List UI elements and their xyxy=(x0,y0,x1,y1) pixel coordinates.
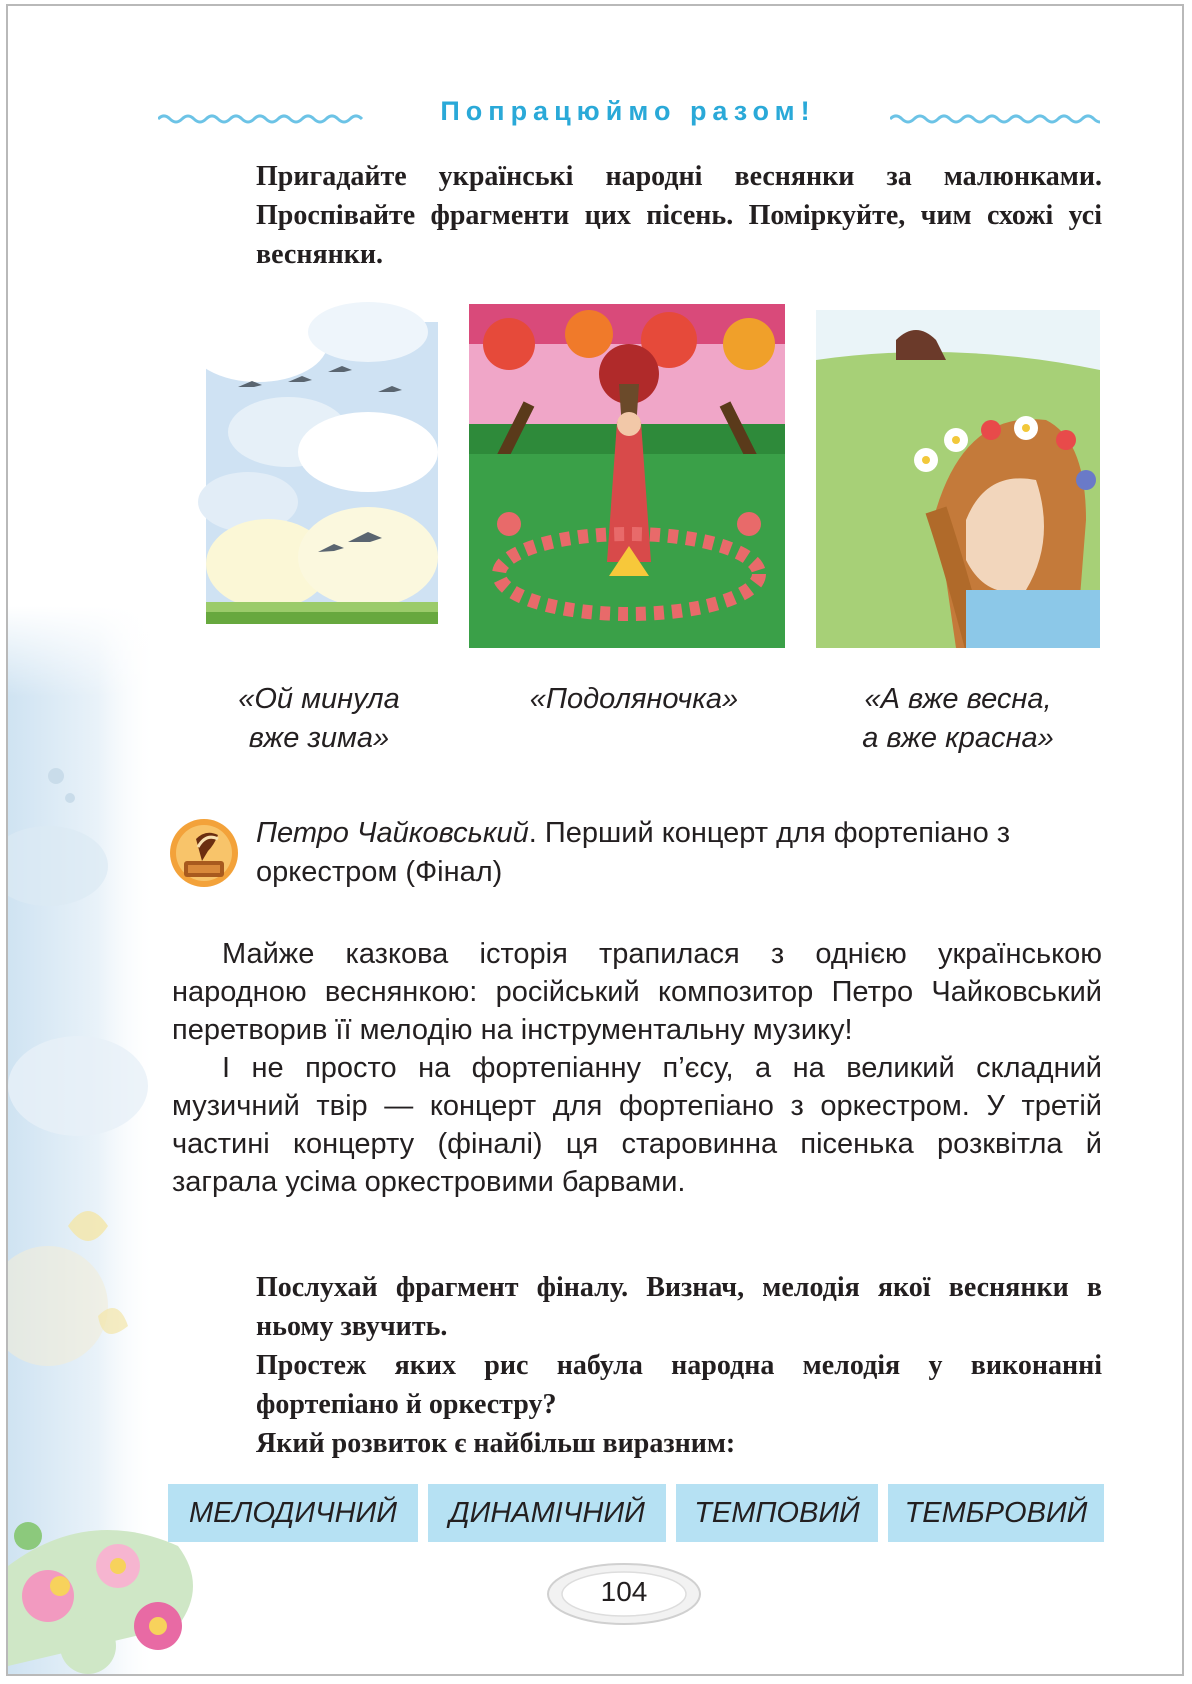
textbook-page xyxy=(6,4,1184,1676)
work-title: . Перший концерт для фортепіано з оркестром (Фінал) xyxy=(256,817,1011,888)
storks-sky-illustration xyxy=(198,302,444,654)
paragraph-1: Майже казкова історія трапилася з однією українською народною веснянкою: російський композитор Петро Чайковський перетворив її мелодію на інструментальну музику! xyxy=(172,938,1102,1046)
option-melodic: МЕЛОДИЧНИЙ xyxy=(168,1484,418,1542)
spring-dance-painting xyxy=(469,304,785,648)
picture-spring-dance xyxy=(469,304,785,648)
task-listen-finale xyxy=(256,1268,1102,1463)
gramophone-listen-icon xyxy=(168,817,240,889)
picture-girl-wreath xyxy=(816,310,1100,648)
page-number: 104 xyxy=(600,1576,648,1607)
task2-line-2: Простеж яких рис набула народна мелодія у виконанні фортепіано й оркестру? xyxy=(256,1350,1102,1420)
caption-podolyanochka: «Подоляночка» xyxy=(529,683,739,715)
caption-a-vzhe-vesna: «А вже весна, а вже красна» xyxy=(862,683,1054,754)
paragraph-2: І не просто на фортепіанну п’єсу, а на великий складний музичний твір — концерт для фортепіано з оркестром. У третій частині концерту (фіналі) ця старовинна пісенька розквітла й заграла усіма оркестровими барвами. xyxy=(172,1052,1102,1198)
task-recall-songs: Пригадайте українські народні веснянки за малюнками. Проспівайте фрагменти цих пісень. Поміркуйте, чим схожі усі веснянки. xyxy=(256,161,1102,270)
option-tempo: ТЕМПОВИЙ xyxy=(676,1484,878,1542)
task2-line-3: Який розвиток є найбільш виразним: xyxy=(256,1428,736,1459)
body-text xyxy=(172,935,1102,1201)
task2-line-1: Послухай фрагмент фіналу. Визнач, мелодія якої веснянки в ньому звучить. xyxy=(256,1272,1102,1342)
development-options xyxy=(168,1484,1104,1542)
heading-wave-left-icon xyxy=(158,110,366,124)
picture-storks xyxy=(198,302,444,654)
listening-assignment xyxy=(256,814,1102,892)
composer-name: Петро Чайковський xyxy=(256,817,529,849)
option-timbre: ТЕМБРОВИЙ xyxy=(888,1484,1104,1542)
girl-flower-wreath-illustration xyxy=(816,310,1100,648)
heading-title: Попрацюймо разом! xyxy=(440,96,816,126)
option-dynamic: ДИНАМІЧНИЙ xyxy=(428,1484,666,1542)
heading-wave-right-icon xyxy=(890,110,1100,124)
section-heading xyxy=(158,94,1100,134)
caption-oy-mynula: «Ой минула вже зима» xyxy=(238,683,400,754)
page-number-badge xyxy=(544,1556,704,1632)
